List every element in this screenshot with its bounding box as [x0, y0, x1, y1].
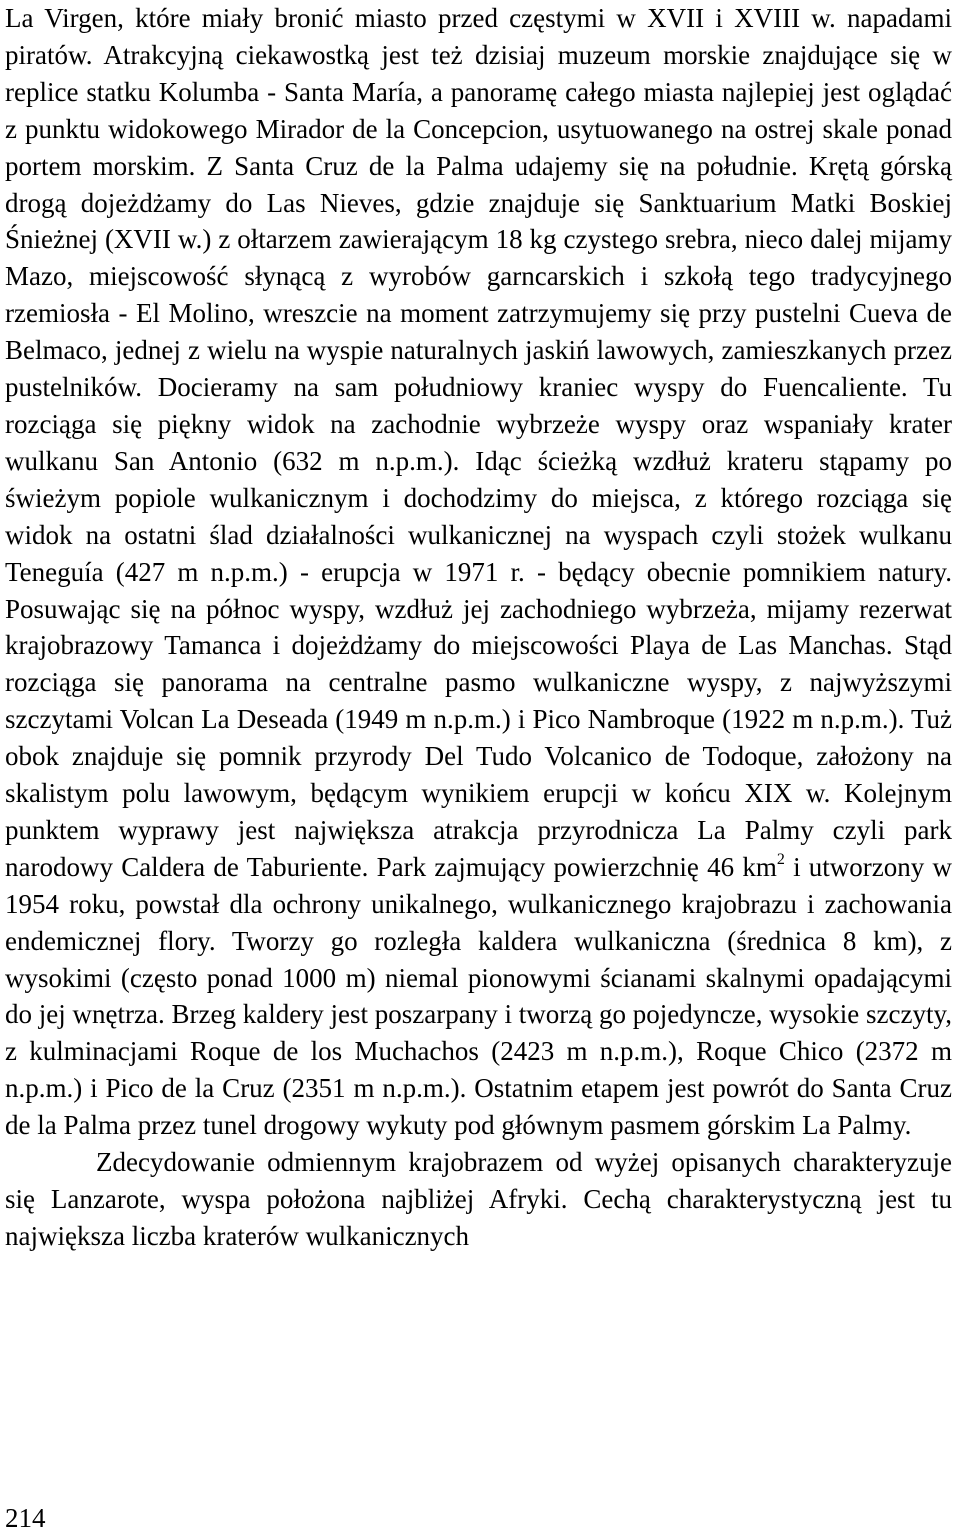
paragraph-1-text: La Virgen, które miały bronić miasto przed częstymi w XVII i XVIII w. napadami piratów. Atrakcyjną ciekawostką jest też dzisiaj muzeum morskie znajdujące się w replice statku Kolumba - Santa María, a panoramę całego miasta najlepiej jest oglądać z punktu widokowego Mirador de la Concepcion, usytuowanego na ostrej skale ponad portem morskim. Z Santa Cruz de la Palma udajemy się na południe. Krętą górską drogą dojeżdżamy do Las Nieves, gdzie znajduje się Sanktuarium Matki Boskiej Śnieżnej (XVII w.) z ołtarzem zawierającym 18 kg czystego srebra, nieco dalej mijamy Mazo, miejscowość słynącą z wyrobów garncarskich i szkołą tego tradycyjnego rzemiosła - El Molino, wreszcie na moment zatrzymujemy się przy pustelni Cueva de Belmaco, jednej z wielu na wyspie naturalnych jaskiń lawowych, zamieszkanych przez pustelników. Docieramy na sam południowy kraniec wyspy do Fuencaliente. Tu rozciąga się piękny widok na zachodnie wybrzeże wyspy oraz wspaniały krater wulkanu San Antonio (632 m n.p.m.). Idąc ścieżką wzdłuż krateru stąpamy po świeżym popiole wulkanicznym i dochodzimy do miejsca, z którego rozciąga się widok na ostatni ślad działalności wulkanicznej na wyspach czyli stożek wulkanu Teneguía (427 m n.p.m.) - erupcja w 1971 r. - będący obecnie pomnikiem natury. Posuwając się na północ wyspy, wzdłuż jej zachodniego wybrzeża, mijamy rezerwat krajobrazowy Tamanca i dojeżdżamy do miejscowości Playa de Las Manchas. Stąd rozciąga się panorama na centralne pasmo wulkaniczne wyspy, z najwyższymi szczytami Volcan La Deseada (1949 m n.p.m.) i Pico Nambroque (1922 m n.p.m.). Tuż obok znajduje się pomnik przyrody Del Tudo Volcanico de Todoque, założony na skalistym polu lawowym, będącym wynikiem erupcji w końcu XIX w. Kolejnym punktem wyprawy jest największa atrakcja przyrodnicza La Palmy czyli park narodowy Caldera de Taburiente. Park zajmujący powierzchnię 46 km: [5, 3, 952, 882]
document-page: [5, 0, 952, 1255]
page-number: 214: [5, 1503, 46, 1533]
paragraph-1-continuation: i utworzony w 1954 roku, powstał dla ochrony unikalnego, wulkanicznego krajobrazu i zachowania endemicznej flory. Tworzy go rozległa kaldera wulkaniczna (średnica 8 km), z wysokimi (często ponad 1000 m) niemal pionowymi ścianami skalnymi opadającymi do jej wnętrza. Brzeg kaldery jest poszarpany i tworzą go pojedyncze, wysokie szczyty, z kulminacjami Roque de los Muchachos (2423 m n.p.m.), Roque Chico (2372 m n.p.m.) i Pico de la Cruz (2351 m n.p.m.). Ostatnim etapem jest powrót do Santa Cruz de la Palma przez tunel drogowy wykuty pod głównym pasmem górskim La Palmy.: [5, 851, 952, 1141]
body-text: [5, 0, 952, 1255]
paragraph-2: Zdecydowanie odmiennym krajobrazem od wyżej opisanych charakteryzuje się Lanzarote, wyspa położona najbliżej Afryki. Cechą charakterystyczną jest tu największa liczba kraterów wulkanicznych: [5, 1147, 952, 1251]
paragraph-1: [5, 0, 952, 1144]
superscript-2: 2: [776, 850, 785, 868]
